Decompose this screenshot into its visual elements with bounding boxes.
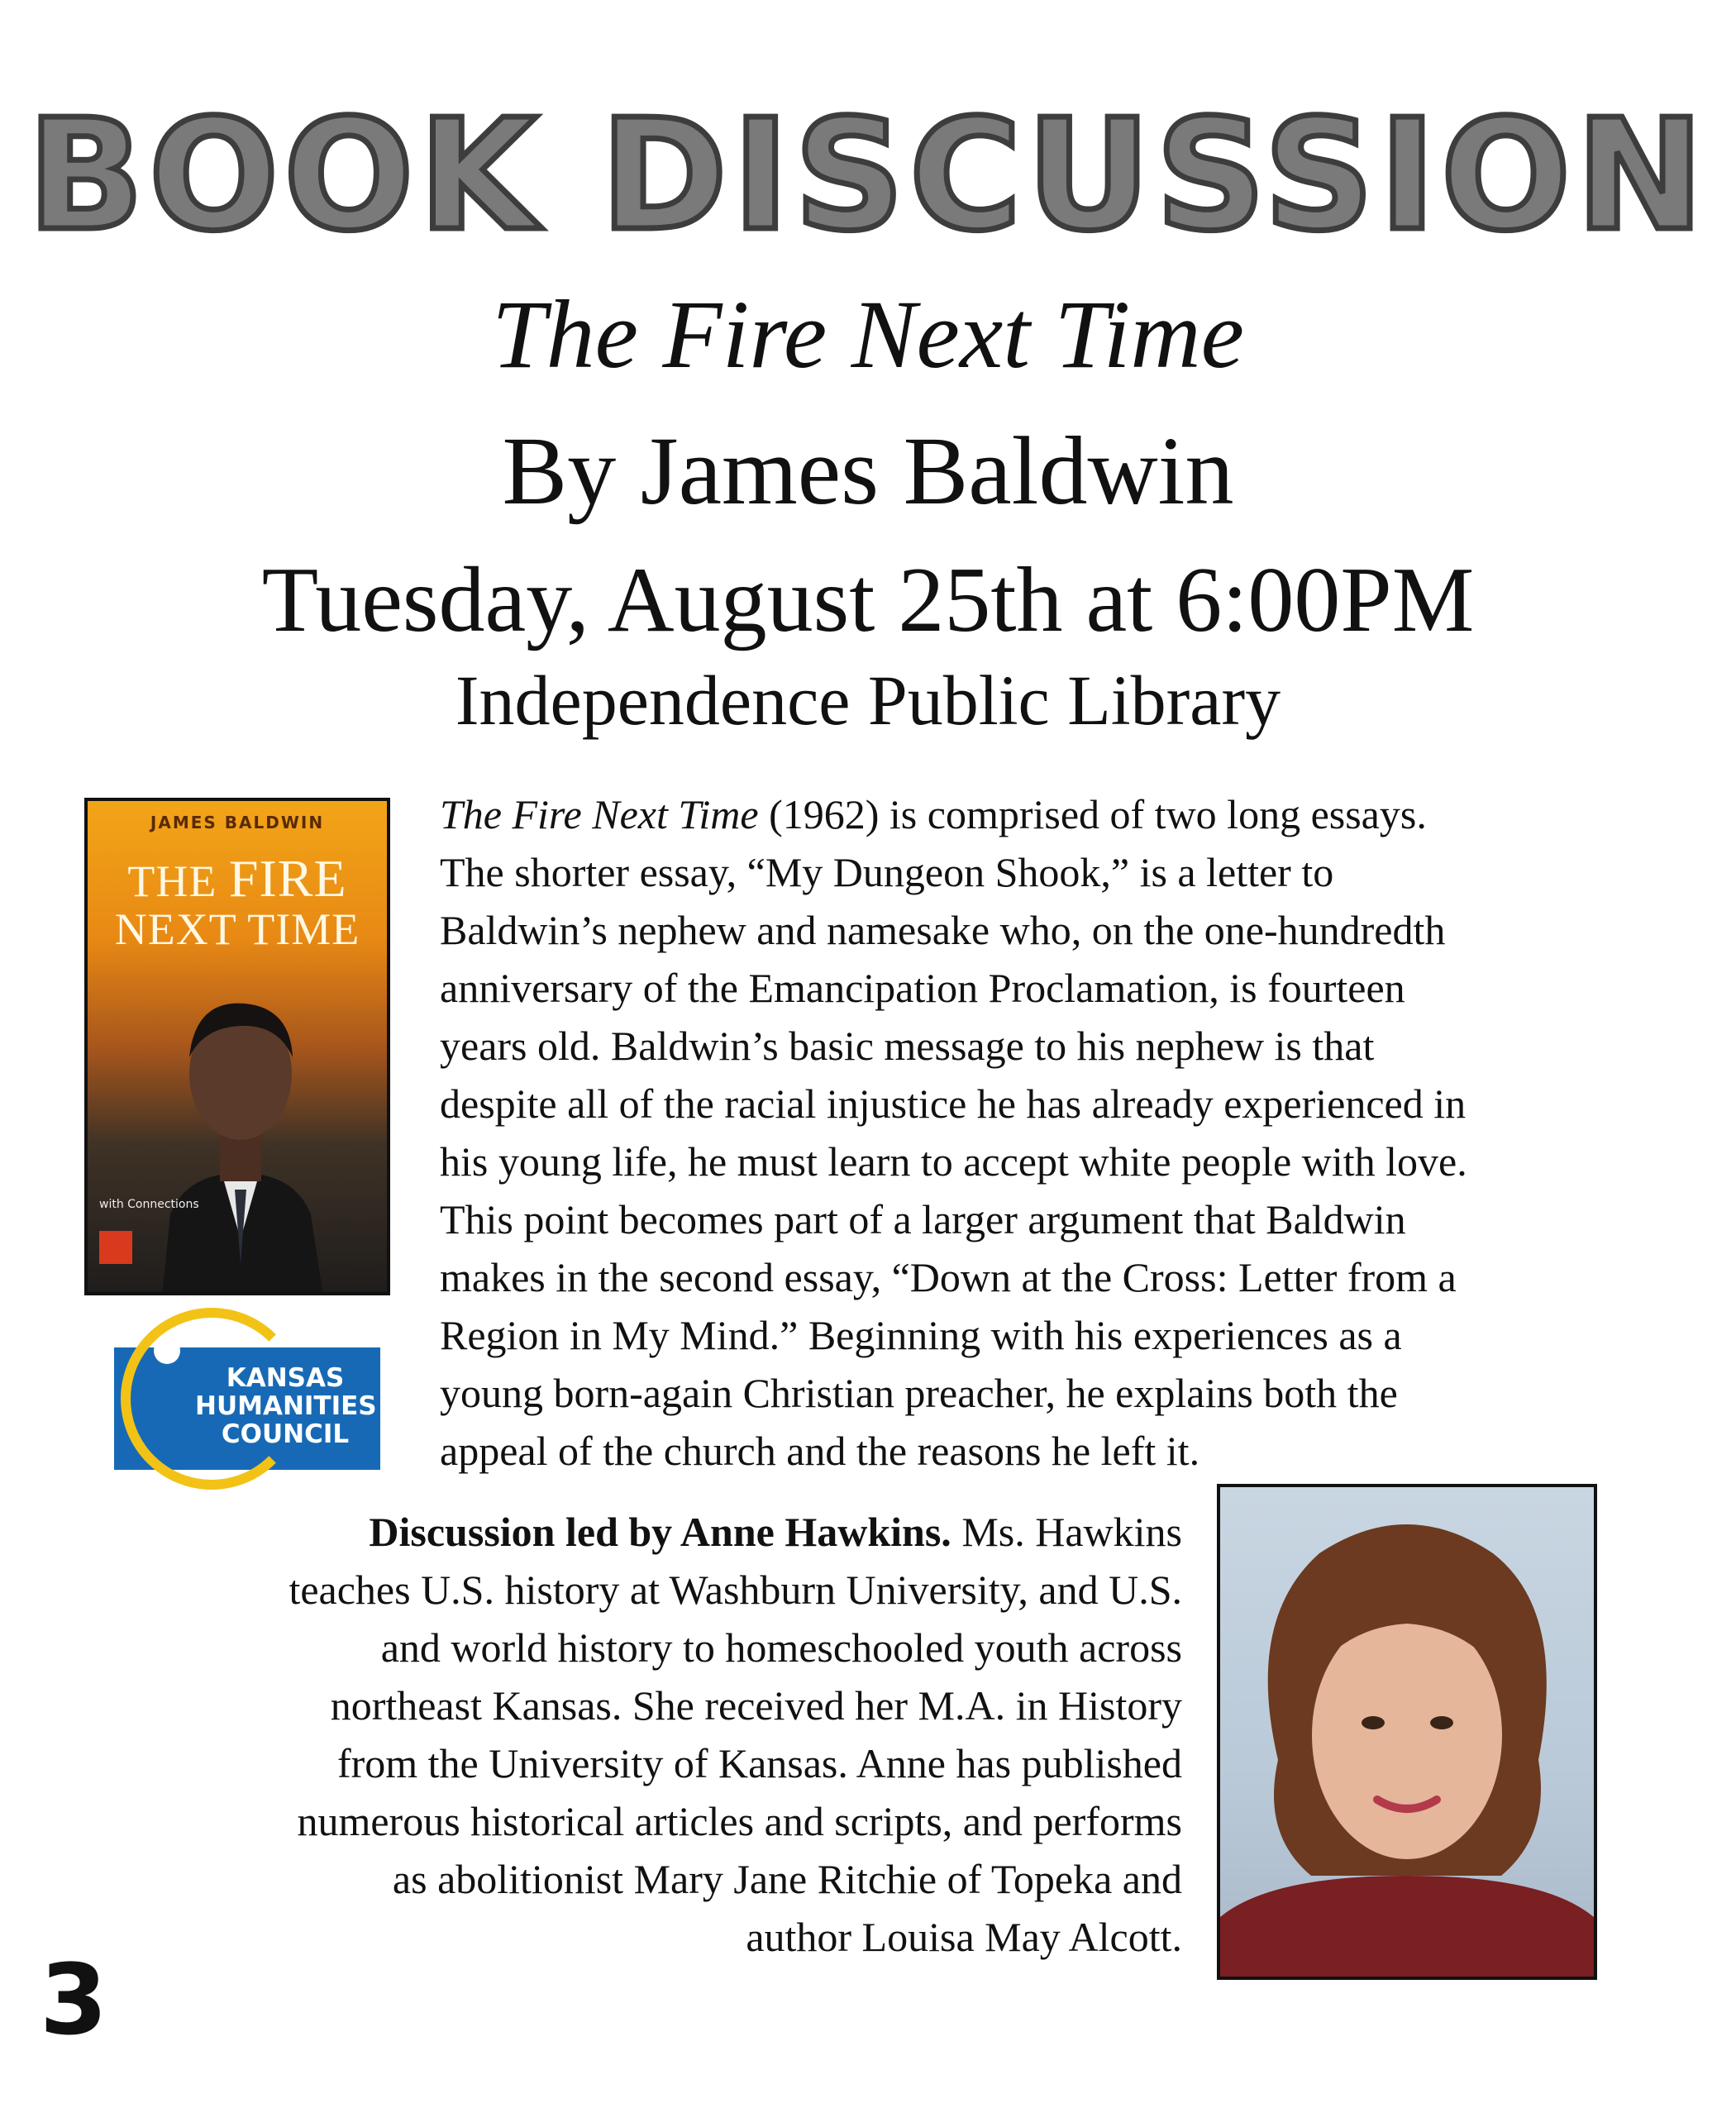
description-line xyxy=(440,785,1630,843)
cover-title xyxy=(88,851,387,953)
bio-line-rest: Ms. Hawkins xyxy=(951,1509,1182,1555)
description-line: makes in the second essay, “Down at the Cross: Letter from a xyxy=(440,1254,1457,1300)
description-line: appeal of the church and the reasons he left it. xyxy=(440,1428,1200,1474)
page-number: 3 xyxy=(40,1943,108,2057)
description-line: his young life, he must learn to accept white people with love. xyxy=(440,1138,1467,1185)
cover-title-fire: FIRE xyxy=(228,849,347,908)
logo-text-line3: COUNCIL xyxy=(221,1419,350,1449)
bio-line: teaches U.S. history at Washburn University, and U.S. xyxy=(289,1567,1182,1613)
event-venue: Independence Public Library xyxy=(455,661,1281,740)
logo-text-line1: KANSAS xyxy=(226,1363,345,1393)
logo-text-line2: HUMANITIES xyxy=(195,1391,377,1421)
description-line-rest: (1962) is comprised of two long essays. xyxy=(758,791,1427,837)
description-line: The shorter essay, “My Dungeon Shook,” is a letter to xyxy=(440,849,1334,895)
description-line: despite all of the racial injustice he has already experienced in xyxy=(440,1080,1467,1127)
cover-author: JAMES BALDWIN xyxy=(150,813,325,832)
bio-line: from the University of Kansas. Anne has published xyxy=(336,1740,1182,1786)
book-description xyxy=(440,785,1630,1480)
logo-text xyxy=(195,1364,375,1448)
event-datetime: Tuesday, August 25th at 6:00PM xyxy=(261,549,1475,651)
description-line: young born-again Christian preacher, he explains both the xyxy=(440,1370,1398,1416)
description-line: This point becomes part of a larger argument that Baldwin xyxy=(440,1196,1406,1242)
discussion-leader-bio xyxy=(116,1503,1182,1966)
description-book-title: The Fire Next Time xyxy=(440,791,759,837)
description-line: Region in My Mind.” Beginning with his experiences as a xyxy=(440,1312,1402,1358)
bio-line: and world history to homeschooled youth across xyxy=(380,1624,1182,1671)
bio-line: author Louisa May Alcott. xyxy=(746,1914,1182,1960)
book-cover-image xyxy=(84,798,390,1295)
kansas-humanities-council-logo xyxy=(106,1308,387,1490)
publisher-logo xyxy=(99,1231,132,1264)
logo-dot xyxy=(154,1338,180,1364)
description-line: years old. Baldwin’s basic message to his nephew is that xyxy=(440,1023,1375,1069)
cover-tagline: with Connections xyxy=(99,1198,199,1211)
bio-line: northeast Kansas. She received her M.A. in History xyxy=(330,1682,1182,1729)
bio-line: as abolitionist Mary Jane Ritchie of Topeka and xyxy=(392,1856,1182,1902)
portrait-illustration xyxy=(1220,1487,1594,1977)
leader-portrait-photo xyxy=(1217,1484,1597,1980)
bio-leader-name: Discussion led by Anne Hawkins. xyxy=(369,1509,951,1555)
page-heading: BOOK DISCUSSION xyxy=(26,86,1710,265)
cover-title-the: THE xyxy=(127,856,229,906)
cover-title-next-time: NEXT TIME xyxy=(114,904,360,955)
book-title: The Fire Next Time xyxy=(491,280,1244,389)
description-line: Baldwin’s nephew and namesake who, on the one-hundredth xyxy=(440,907,1446,953)
book-author: By James Baldwin xyxy=(502,417,1234,525)
description-line: anniversary of the Emancipation Proclamation, is fourteen xyxy=(440,965,1405,1011)
cover-portrait-illustration xyxy=(137,966,344,1295)
bio-line xyxy=(116,1503,1182,1561)
bio-line: numerous historical articles and scripts, and performs xyxy=(297,1798,1182,1844)
